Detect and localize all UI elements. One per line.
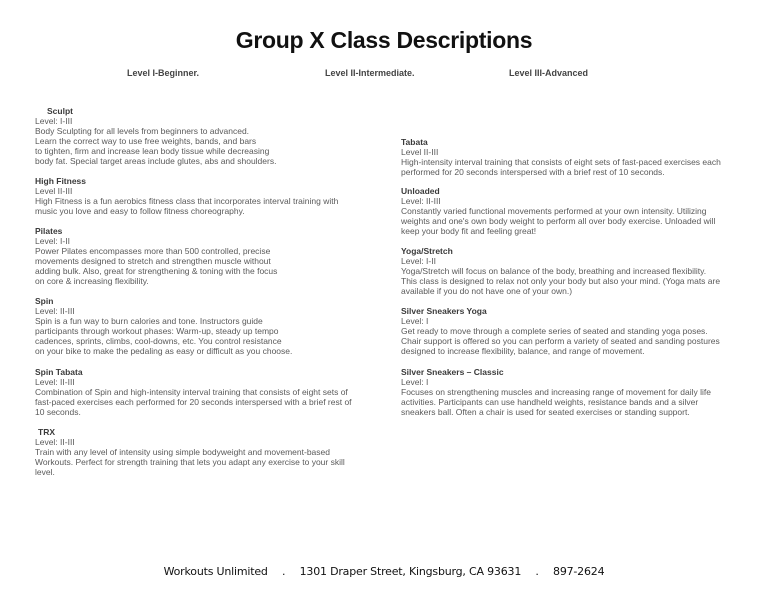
- class-name: Unloaded: [401, 186, 440, 196]
- class-description: Get ready to move through a complete series of seated and standing yoga poses. Chair support is offered so you can perform a variety of seated and sanding postures designed to increase flexibility, balance, and range of movement.: [401, 326, 720, 357]
- class-name: TRX: [38, 427, 55, 437]
- class-name: Yoga/Stretch: [401, 246, 453, 256]
- class-level: Level: I-III: [35, 116, 73, 127]
- class-description: Focuses on strengthening muscles and increasing range of movement for daily life activities. Participants can use handheld weights, resistance bands and a silver sneakers ball. Often a chair is used for seated exercises or standing support.: [401, 387, 711, 418]
- class-name: Tabata: [401, 137, 428, 147]
- class-name: Sculpt: [47, 106, 73, 116]
- footer: [0, 565, 768, 578]
- footer-separator: .: [282, 565, 286, 578]
- class-spin: [35, 296, 385, 357]
- class-pilates: [35, 226, 385, 287]
- class-name: Silver Sneakers – Classic: [401, 367, 504, 377]
- class-level: Level: II-III: [35, 377, 75, 388]
- level-beginner-label: Level I-Beginner.: [127, 68, 200, 78]
- class-sculpt: [35, 106, 385, 167]
- class-description: Body Sculpting for all levels from beginners to advanced. Learn the correct way to use free weights, bands, and bars to tighten, firm and increase lean body tissue while decreasing body fat. Special target areas include glutes, abs and shoulders.: [35, 126, 277, 167]
- class-level: Level II-III: [35, 186, 73, 197]
- page-title: Group X Class Descriptions: [235, 27, 533, 53]
- class-level: Level: II-III: [35, 306, 75, 317]
- class-level: Level: I-II: [401, 256, 436, 267]
- footer-business-name: Workouts Unlimited: [163, 565, 268, 578]
- class-description: Spin is a fun way to burn calories and tone. Instructors guide participants through workout phases: Warm-up, steady up tempo cadences, sprints, climbs, cool-downs, etc. You control resistance on your bike to make the pedaling as easy or difficult as you choose.: [35, 316, 293, 357]
- class-description: Yoga/Stretch will focus on balance of the body, breathing and increased flexibility. This class is designed to relax not only your body but also your mind. (Yoga mats are available if you do not have one of your own.): [401, 266, 721, 297]
- class-level: Level II-III: [401, 147, 439, 158]
- class-level: Level: II-III: [401, 196, 441, 207]
- footer-separator: .: [535, 565, 539, 578]
- class-silver-sneakers-classic: [401, 367, 746, 417]
- footer-address: 1301 Draper Street, Kingsburg, CA 93631: [299, 565, 522, 578]
- class-unloaded: [401, 186, 746, 236]
- class-description: High Fitness is a fun aerobics fitness class that incorporates interval training with music you love and easy to follow fitness choreography.: [35, 196, 339, 217]
- class-name: Silver Sneakers Yoga: [401, 306, 487, 316]
- class-tabata: [401, 137, 746, 177]
- class-name: Spin: [35, 296, 54, 306]
- class-name: Spin Tabata: [35, 367, 83, 377]
- class-trx: [35, 427, 385, 477]
- class-level: Level: I: [401, 377, 429, 388]
- class-name: Pilates: [35, 226, 63, 236]
- class-level: Level: I-II: [35, 236, 70, 247]
- class-high-fitness: [35, 176, 385, 216]
- class-description: Combination of Spin and high-intensity interval training that consists of eight sets of fast-paced exercises each performed for 20 seconds interspersed with a brief rest of 10 seconds.: [35, 387, 352, 418]
- class-yoga-stretch: [401, 246, 746, 296]
- footer-phone: 897-2624: [553, 565, 605, 578]
- class-silver-sneakers-yoga: [401, 306, 746, 356]
- class-description: Power Pilates encompasses more than 500 controlled, precise movements designed to stretch and strengthen muscle without adding bulk. Also, great for strengthening & toning with the focus on core & increasing flexibility.: [35, 246, 278, 287]
- class-description: Constantly varied functional movements performed at your own intensity. Utilizing weights and one's own body weight to perform all over body exercise. Unloaded will keep your body fit and feeling great!: [401, 206, 716, 237]
- class-level: Level: I: [401, 316, 429, 327]
- class-level: Level: II-III: [35, 437, 75, 448]
- level-intermediate-label: Level II-Intermediate.: [325, 68, 415, 78]
- class-description: Train with any level of intensity using simple bodyweight and movement-based Workouts. Perfect for strength training that lets you adapt any exercise to your skill level.: [35, 447, 345, 478]
- class-name: High Fitness: [35, 176, 87, 186]
- class-spin-tabata: [35, 367, 385, 417]
- level-advanced-label: Level III-Advanced: [509, 68, 589, 78]
- class-description: High-intensity interval training that consists of eight sets of fast-paced exercises each performed for 20 seconds interspersed with a brief rest of 10 seconds.: [401, 157, 721, 178]
